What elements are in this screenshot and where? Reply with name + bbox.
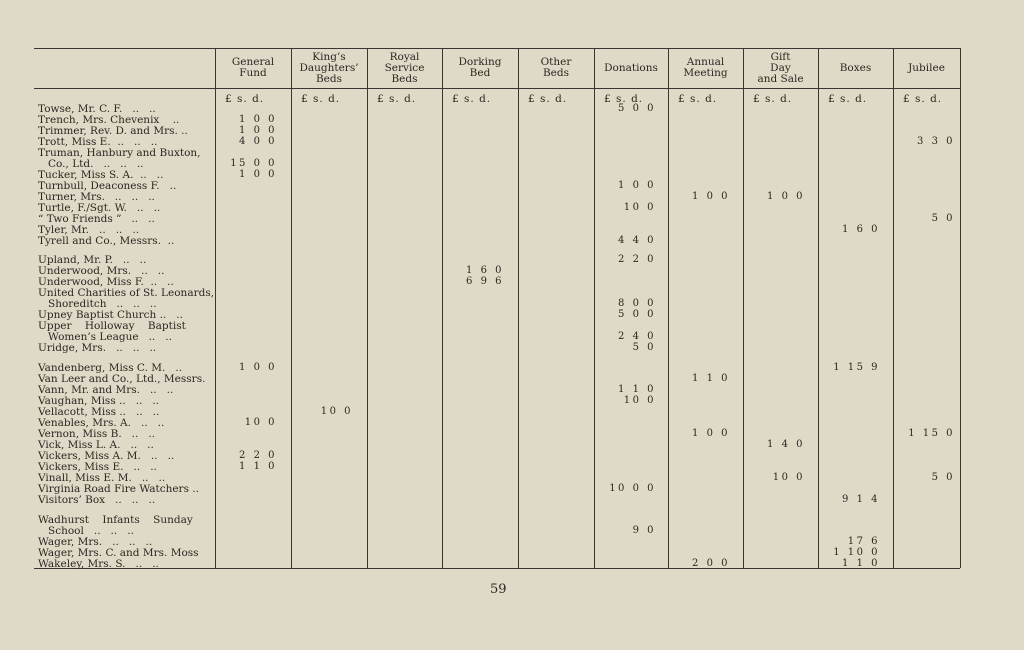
amount-cell: 1 1 0 [239,461,277,472]
amount-cell: 10 0 [772,472,805,483]
amount-cell: 4 4 0 [618,235,656,246]
column-unit-label: £ s. d. [301,93,341,105]
amount-cell: 15 0 0 [230,158,277,169]
contributor-name: Vellacott, Miss .. .. .. [38,406,160,418]
column-rule [960,48,961,568]
amount-cell: 1 10 0 [833,547,880,558]
contributor-name: Tyrell and Co., Messrs. .. [38,235,175,247]
column-rule [893,48,894,568]
contributor-name: Wager, Mrs. .. .. .. [38,536,153,548]
amount-cell: 5 0 [931,472,955,483]
amount-cell: 1 0 0 [239,362,277,373]
amount-cell: 1 0 0 [692,191,730,202]
column-rule [291,48,292,568]
contributor-name: Vick, Miss L. A. .. .. [38,439,154,451]
contributor-name: Turner, Mrs. .. .. .. [38,191,155,203]
column-rule [518,48,519,568]
contributor-name: Vickers, Miss E. .. .. [38,461,157,473]
amount-cell: 10 0 0 [609,483,656,494]
column-unit-label: £ s. d. [604,93,644,105]
column-unit-label: £ s. d. [828,93,868,105]
contributor-name: Van Leer and Co., Ltd., Messrs. [38,373,206,385]
contributor-name: Venables, Mrs. A. .. .. [38,417,165,429]
contributor-name: School .. .. .. [38,525,134,537]
contributor-name: Upper Holloway Baptist [38,320,186,332]
contributor-name: United Charities of St. Leonards, [38,287,215,299]
contributor-name: Virginia Road Fire Watchers .. [38,483,199,495]
amount-cell: 1 0 0 [239,125,277,136]
column-header-royal: Royal Service Beds [384,50,425,85]
contributor-name: Vickers, Miss A. M. .. .. [38,450,175,462]
amount-cell: 10 0 [320,406,353,417]
contributor-name: Vandenberg, Miss C. M. .. [38,362,183,374]
amount-cell: 10 0 [244,417,277,428]
amount-cell: 5 0 0 [618,309,656,320]
contributor-name: Vinall, Miss E. M. .. .. [38,472,166,484]
contributor-name: Vann, Mr. and Mrs. .. .. [38,384,174,396]
column-rule [215,48,216,568]
column-rule [442,48,443,568]
amount-cell: 9 0 [632,525,656,536]
contributor-name: Turtle, F./Sgt. W. .. .. [38,202,161,214]
contributor-name: Trott, Miss E. .. .. .. [38,136,158,148]
amount-cell: 1 4 0 [767,439,805,450]
column-header-jubilee: Jubilee [908,61,945,74]
column-rule [594,48,595,568]
amount-cell: 6 9 6 [466,276,504,287]
contributor-name: Shoreditch .. .. .. [38,298,157,310]
amount-cell: 1 0 0 [239,169,277,180]
column-unit-label: £ s. d. [678,93,718,105]
contributor-name: Tyler, Mr. .. .. .. [38,224,140,236]
column-unit-label: £ s. d. [528,93,568,105]
column-unit-label: £ s. d. [225,93,265,105]
contributor-name: Underwood, Mrs. .. .. [38,265,165,277]
column-header-gift: Gift Day and Sale [757,50,804,85]
amount-cell: 10 0 [623,202,656,213]
contributor-name: Turnbull, Deaconess F. .. [38,180,177,192]
column-header-donations: Donations [604,61,658,74]
amount-cell: 2 4 0 [618,331,656,342]
amount-cell: 1 6 0 [842,224,880,235]
amount-cell: 1 1 0 [692,373,730,384]
column-rule [668,48,669,568]
page-number: 59 [490,582,507,597]
column-header-annual: Annual Meeting [683,56,728,79]
contributor-name: Trimmer, Rev. D. and Mrs. .. [38,125,188,137]
column-unit-label: £ s. d. [903,93,943,105]
contributor-name: Upland, Mr. P. .. .. [38,254,147,266]
amount-cell: 1 6 0 [466,265,504,276]
contributor-name: Wadhurst Infants Sunday [38,514,193,526]
column-header-boxes: Boxes [839,61,872,74]
amount-cell: 2 0 0 [692,558,730,569]
amount-cell: 1 15 0 [908,428,955,439]
amount-cell: 5 0 [931,213,955,224]
contributor-name: Towse, Mr. C. F. .. .. [38,103,156,115]
amount-cell: 1 15 9 [833,362,880,373]
contributor-name: Vernon, Miss B. .. .. [38,428,156,440]
column-rule [367,48,368,568]
amount-cell: 8 0 0 [618,298,656,309]
column-rule [818,48,819,568]
contributor-name: Visitors’ Box .. .. .. [38,494,156,506]
column-unit-label: £ s. d. [753,93,793,105]
amount-cell: 2 2 0 [239,450,277,461]
column-header-kings: King’s Daughters’ Beds [299,50,359,85]
amount-cell: 10 0 [623,395,656,406]
column-header-dorking: Dorking Bed [458,56,502,79]
contributor-name: Vaughan, Miss .. .. .. [38,395,160,407]
column-rule [743,48,744,568]
contributor-name: Wager, Mrs. C. and Mrs. Moss [38,547,199,559]
column-unit-label: £ s. d. [377,93,417,105]
amount-cell: 2 2 0 [618,254,656,265]
amount-cell: 3 3 0 [917,136,955,147]
contributor-name: Truman, Hanbury and Buxton, [38,147,201,159]
contributor-name: Tucker, Miss S. A. .. .. [38,169,164,181]
contributor-name: Uridge, Mrs. .. .. .. [38,342,157,354]
column-header-other: Other Beds [540,56,572,79]
amount-cell: 1 0 0 [692,428,730,439]
contributor-name: Underwood, Miss F. .. .. [38,276,174,288]
contributor-name: Trench, Mrs. Chevenix .. [38,114,180,126]
contributor-name: Women’s League .. .. [38,331,172,343]
amount-cell: 1 0 0 [618,180,656,191]
amount-cell: 1 1 0 [842,558,880,569]
column-unit-label: £ s. d. [452,93,492,105]
contributor-name: Wakeley, Mrs. S. .. .. [38,558,159,570]
amount-cell: 4 0 0 [239,136,277,147]
amount-cell: 1 1 0 [618,384,656,395]
amount-cell: 5 0 0 [618,103,656,114]
amount-cell: 1 0 0 [239,114,277,125]
table-bottom-rule [34,568,960,569]
amount-cell: 17 6 [847,536,880,547]
column-header-general: General Fund [231,56,275,79]
amount-cell: 9 1 4 [842,494,880,505]
amount-cell: 5 0 [632,342,656,353]
contributor-name: “ Two Friends ” .. .. [38,213,155,225]
amount-cell: 1 0 0 [767,191,805,202]
header-bottom-rule [34,88,960,89]
contributor-name: Upney Baptist Church .. .. [38,309,183,321]
contributor-name: Co., Ltd. .. .. .. [38,158,144,170]
